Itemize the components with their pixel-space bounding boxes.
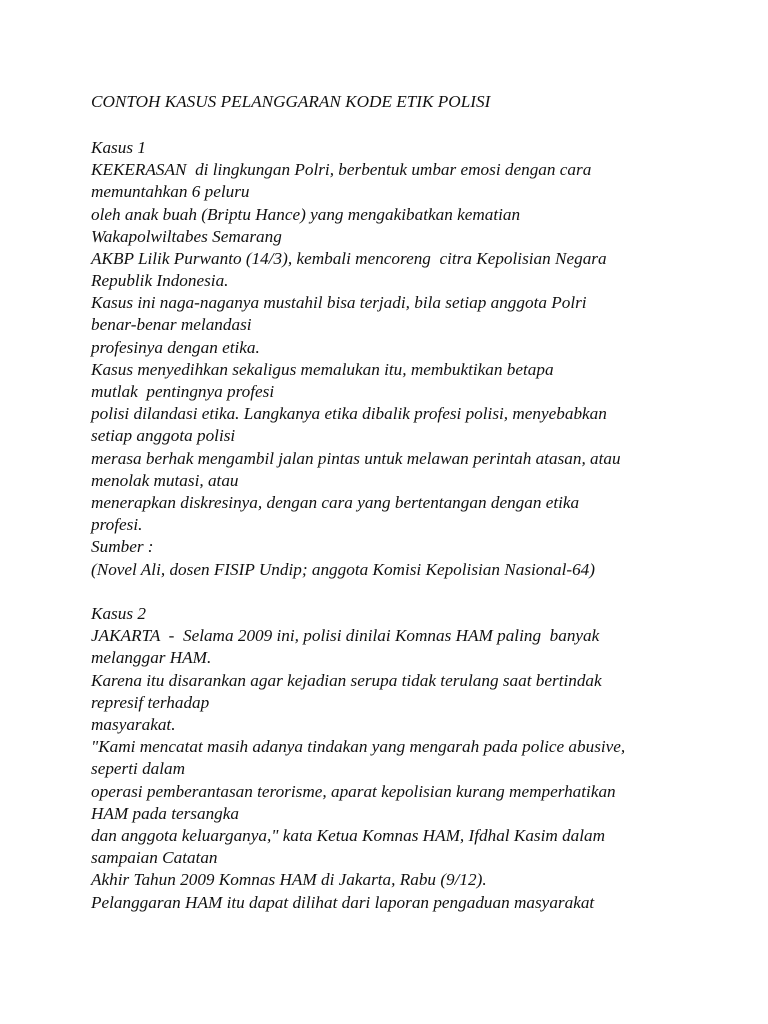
case2-line: JAKARTA - Selama 2009 ini, polisi dinilai Komnas HAM paling banyak — [91, 626, 600, 645]
case1-line: profesinya dengan etika. — [91, 338, 260, 357]
case1-line: menerapkan diskresinya, dengan cara yang bertentangan dengan etika — [91, 493, 580, 512]
case2-line: masyarakat. — [91, 715, 176, 734]
case1-line: Wakapolwiltabes Semarang — [91, 227, 282, 246]
case2-line: melanggar HAM. — [91, 648, 212, 667]
case1-line: setiap anggota polisi — [91, 426, 236, 445]
case1-heading: Kasus 1 — [91, 138, 146, 157]
source-citation: (Novel Ali, dosen FISIP Undip; anggota Komisi Kepolisian Nasional-64) — [91, 560, 595, 579]
case2-line: "Kami mencatat masih adanya tindakan yang mengarah pada police abusive, — [91, 737, 626, 756]
case1-line: benar-benar melandasi — [91, 315, 252, 334]
case1-line: Republik Indonesia. — [91, 271, 229, 290]
case2-line: operasi pemberantasan terorisme, aparat kepolisian kurang memperhatikan — [91, 782, 616, 801]
case2-line: sampaian Catatan — [91, 848, 218, 867]
document-title: CONTOH KASUS PELANGGARAN KODE ETIK POLISI — [91, 92, 491, 111]
case2-line: represif terhadap — [91, 693, 210, 712]
case1-line: menolak mutasi, atau — [91, 471, 239, 490]
source-label: Sumber : — [91, 537, 154, 556]
case2-line: Akhir Tahun 2009 Komnas HAM di Jakarta, Rabu (9/12). — [91, 870, 487, 889]
case2-line: Pelanggaran HAM itu dapat dilihat dari laporan pengaduan masyarakat — [91, 893, 595, 912]
case1-line: KEKERASAN di lingkungan Polri, berbentuk umbar emosi dengan cara — [91, 160, 592, 179]
case1-line: mutlak pentingnya profesi — [91, 382, 275, 401]
case1-line: AKBP Lilik Purwanto (14/3), kembali mencoreng citra Kepolisian Negara — [91, 249, 607, 268]
case1-line: merasa berhak mengambil jalan pintas untuk melawan perintah atasan, atau — [91, 449, 621, 468]
case1-line: Kasus ini naga-naganya mustahil bisa terjadi, bila setiap anggota Polri — [91, 293, 587, 312]
case1-line: profesi. — [91, 515, 143, 534]
case1-line: polisi dilandasi etika. Langkanya etika dibalik profesi polisi, menyebabkan — [91, 404, 607, 423]
case2-heading: Kasus 2 — [91, 604, 146, 623]
case2-line: HAM pada tersangka — [91, 804, 239, 823]
case2-line: Karena itu disarankan agar kejadian serupa tidak terulang saat bertindak — [91, 671, 602, 690]
case1-line: Kasus menyedihkan sekaligus memalukan itu, membuktikan betapa — [91, 360, 554, 379]
case2-line: dan anggota keluarganya," kata Ketua Komnas HAM, Ifdhal Kasim dalam — [91, 826, 606, 845]
case1-line: oleh anak buah (Briptu Hance) yang mengakibatkan kematian — [91, 205, 521, 224]
case1-line: memuntahkan 6 peluru — [91, 182, 250, 201]
case2-line: seperti dalam — [91, 759, 186, 778]
